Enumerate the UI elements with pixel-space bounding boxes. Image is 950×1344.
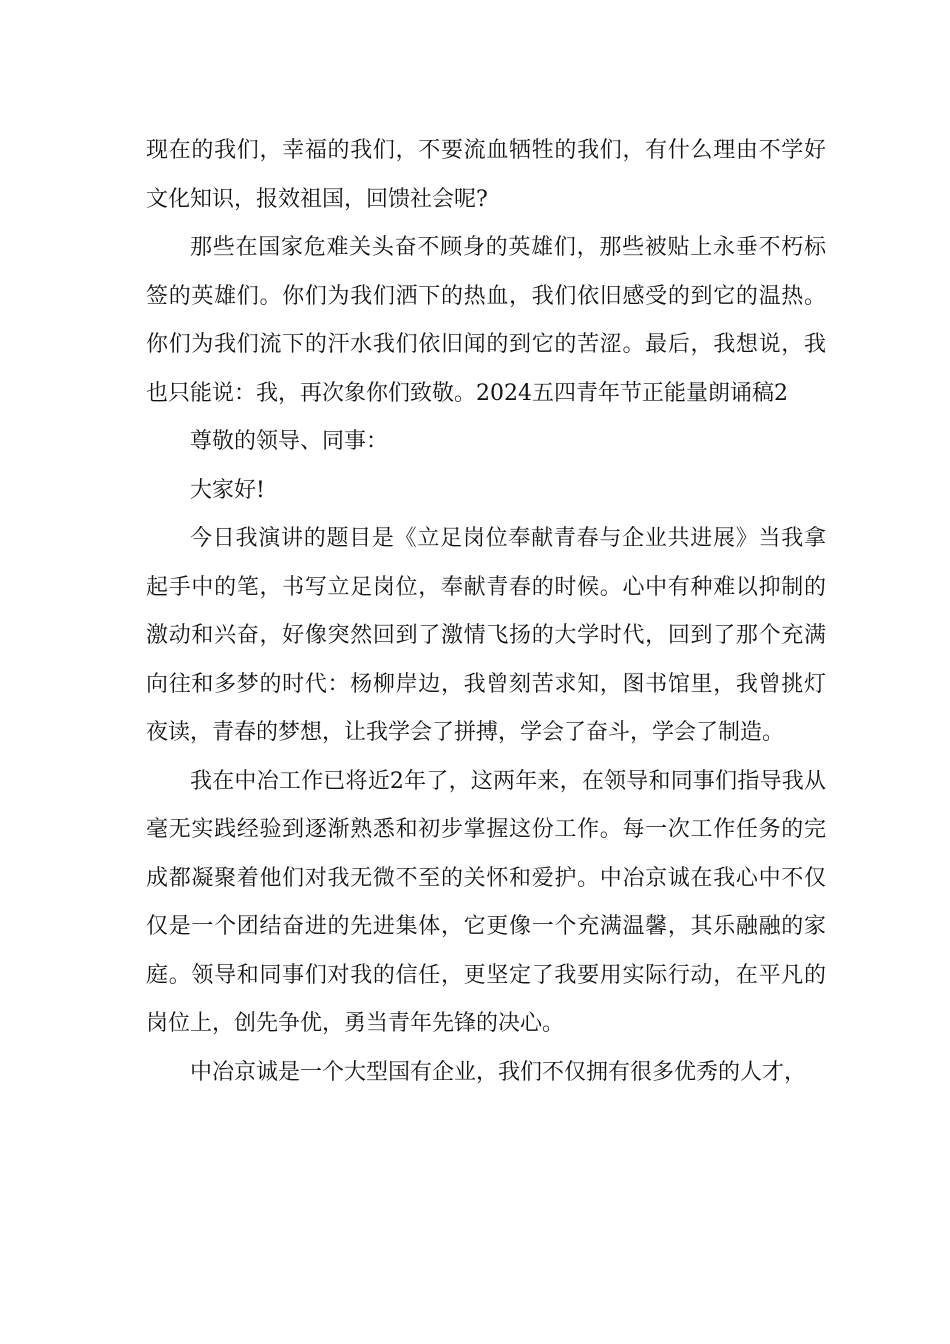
paragraph-7: 中冶京诚是一个大型国有企业，我们不仅拥有很多优秀的人才， (190, 1059, 807, 1085)
paragraph-1: 现在的我们，幸福的我们，不要流血牺牲的我们，有什么理由不学好文化知识，报效祖国，回馈社会呢? (146, 138, 826, 212)
document-body (146, 127, 826, 1097)
paragraph-salutation: 尊敬的领导、同事： (190, 429, 389, 454)
paragraph-6: 我在中冶工作已将近2年了，这两年来，在领导和同事们指导我从毫无实践经验到逐渐熟悉和初步掌握这份工作。每一次工作任务的完成都凝聚着他们对我无微不至的关怀和爱护。中冶京诚在我心中不仅仅是一个团结奋进的先进集体，它更像一个充满温馨，其乐融融的家庭。领导和同事们对我的信任，更坚定了我要用实际行动，在平凡的岗位上，创先争优，勇当青年先锋的决心。 (146, 768, 826, 1036)
paragraph-2: 那些在国家危难关头奋不顾身的英雄们，那些被贴上永垂不朽标签的英雄们。你们为我们洒下的热血，我们依旧感受的到它的温热。你们为我们流下的汗水我们依旧闻的到它的苦涩。最后，我想说，我也只能说：我，再次象你们致敬。2024五四青年节正能量朗诵稿2 (146, 235, 826, 406)
paragraph-5: 今日我演讲的题目是《立足岗位奉献青春与企业共进展》当我拿起手中的笔，书写立足岗位，奉献青春的时候。心中有种难以抑制的激动和兴奋，好像突然回到了激情飞扬的大学时代，回到了那个充满向往和多梦的时代：杨柳岸边，我曾刻苦求知，图书馆里，我曾挑灯夜读，青春的梦想，让我学会了拼搏，学会了奋斗，学会了制造。 (146, 526, 826, 745)
paragraph-greeting: 大家好! (190, 477, 265, 503)
